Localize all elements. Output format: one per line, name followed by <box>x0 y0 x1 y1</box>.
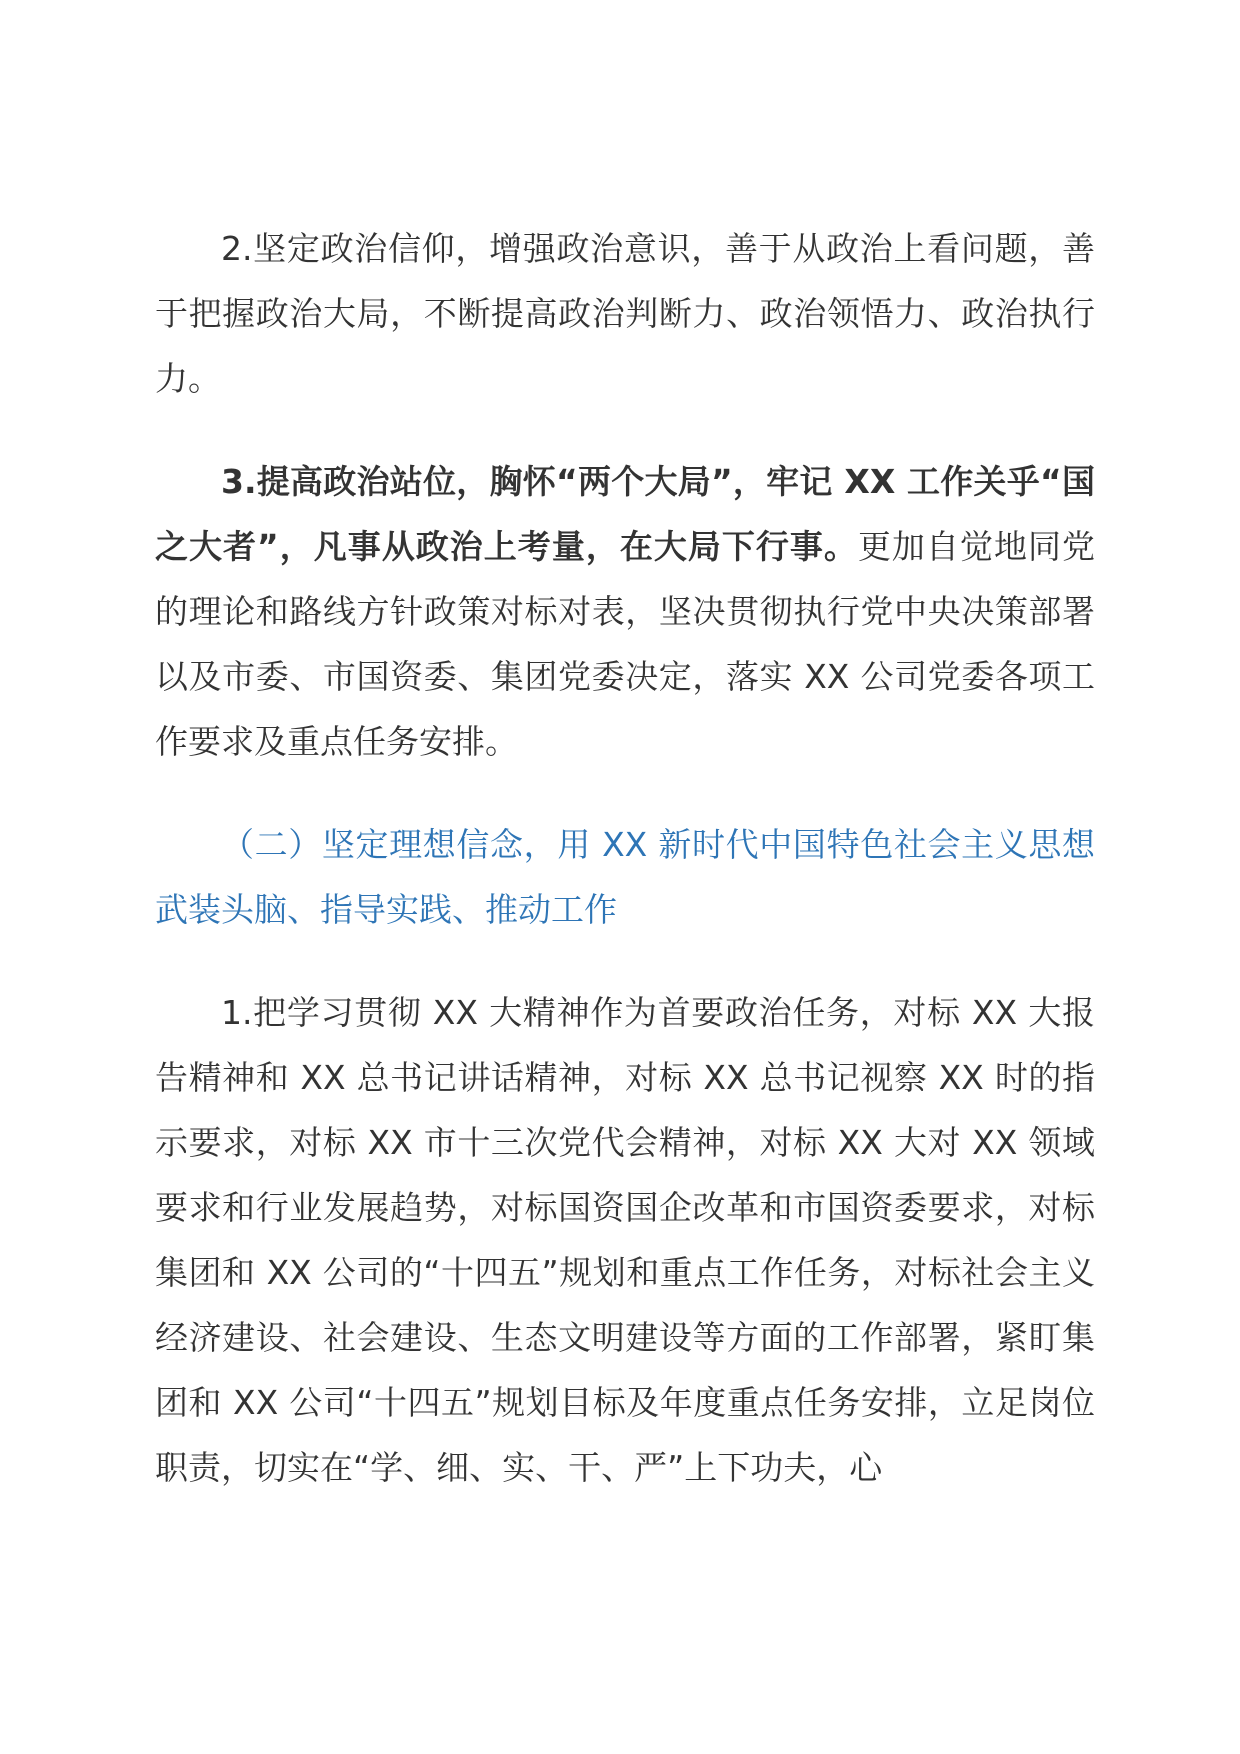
paragraph-text: 2.坚定政治信仰，增强政治意识，善于从政治上看问题，善于把握政治大局，不断提高政治判断力、政治领悟力、政治执行力。 <box>155 229 1095 398</box>
document-body <box>155 216 1095 1500</box>
paragraph-3-political-stance <box>155 449 1095 774</box>
paragraph-text: 1.把学习贯彻 XX 大精神作为首要政治任务，对标 XX 大报告精神和 XX 总书记讲话精神，对标 XX 总书记视察 XX 时的指示要求，对标 XX 市十三次党代会精神，对标 XX 大对 XX 领域要求和行业发展趋势，对标国资国企改革和市国资委要求，对标集团和 XX 公司的“十四五”规划和重点工作任务，对标社会主义经济建设、社会建设、生态文明建设等方面的工作部署，紧盯集团和 XX 公司“十四五”规划目标及年度重点任务安排，立足岗位职责，切实在“学、细、实、干、严”上下功夫，心 <box>155 993 1095 1487</box>
paragraph-text: 更加自觉地同党的理论和路线方针政策对标对表，坚决贯彻执行党中央决策部署以及市委、市国资委、集团党委决定，落实 XX 公司党委各项工作要求及重点任务安排。 <box>155 527 1095 761</box>
paragraph-2-political-belief <box>155 216 1095 411</box>
paragraph-1-study-implement <box>155 980 1095 1500</box>
section-heading-2 <box>155 812 1095 942</box>
section-heading-text: （二）坚定理想信念，用 XX 新时代中国特色社会主义思想武装头脑、指导实践、推动工作 <box>155 825 1095 929</box>
paragraph-bold-lead: 3.提高政治站位，胸怀“两个大局”，牢记 XX 工作关乎“国之大者”，凡事从政治上考量，在大局下行事。 <box>155 462 1095 566</box>
